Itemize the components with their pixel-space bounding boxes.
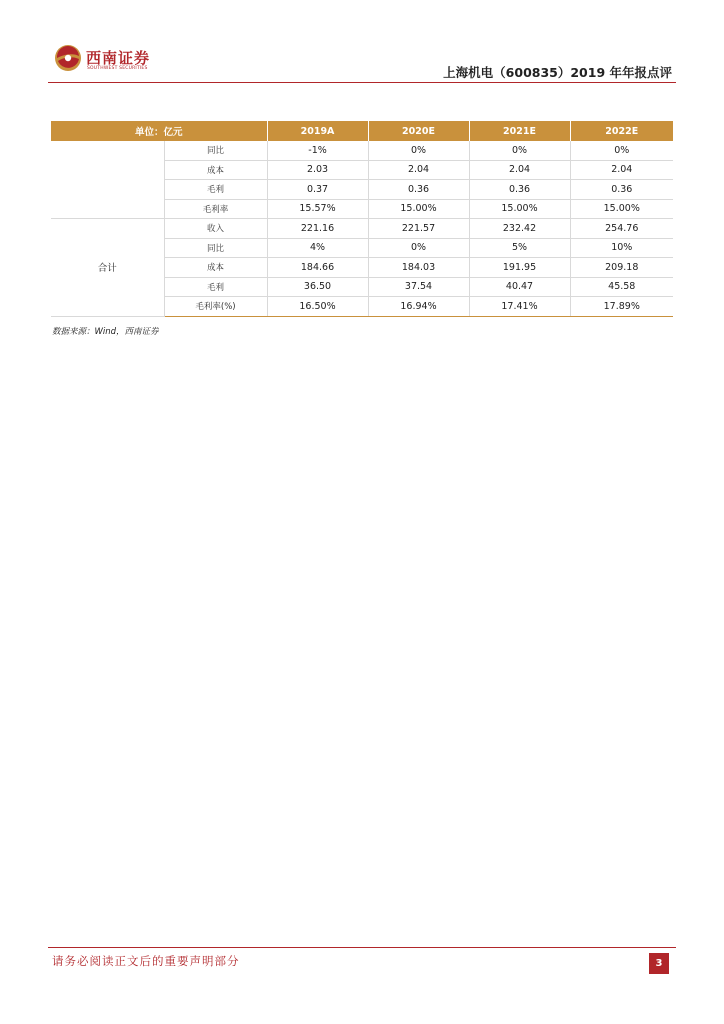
financial-table — [51, 121, 673, 317]
table-cell: 191.95 — [469, 258, 570, 278]
table-cell: 0% — [570, 141, 673, 160]
table-cell: 17.89% — [570, 297, 673, 317]
metric-label: 毛利 — [164, 277, 267, 297]
metric-label: 毛利率(%) — [164, 297, 267, 317]
metric-label: 同比 — [164, 238, 267, 258]
header-divider — [48, 82, 676, 83]
report-title: 上海机电（600835）2019 年年报点评 — [443, 65, 672, 80]
table-cell: 5% — [469, 238, 570, 258]
table-cell: 16.94% — [368, 297, 469, 317]
table-cell: 17.41% — [469, 297, 570, 317]
metric-label: 成本 — [164, 258, 267, 278]
table-cell: 4% — [267, 238, 368, 258]
table-cell: 36.50 — [267, 277, 368, 297]
metric-label: 同比 — [164, 141, 267, 160]
table-cell: 0% — [368, 238, 469, 258]
table-cell: 2.04 — [570, 160, 673, 180]
header-2022e: 2022E — [570, 121, 673, 141]
logo-text-cn: 西南证券 — [86, 49, 151, 67]
table-cell: 184.66 — [267, 258, 368, 278]
table-cell: 0.36 — [469, 180, 570, 200]
table-cell: 209.18 — [570, 258, 673, 278]
table-cell: 0% — [368, 141, 469, 160]
footer-divider — [48, 947, 676, 948]
table-cell: 232.42 — [469, 219, 570, 239]
table-cell: 40.47 — [469, 277, 570, 297]
table-cell: 0.36 — [570, 180, 673, 200]
header-2020e: 2020E — [368, 121, 469, 141]
table-cell: 15.00% — [570, 199, 673, 219]
table-cell: 0.36 — [368, 180, 469, 200]
group-label-total: 合计 — [51, 219, 164, 317]
table-cell: 221.57 — [368, 219, 469, 239]
disclaimer-text: 请务必阅读正文后的重要声明部分 — [52, 954, 240, 968]
metric-label: 成本 — [164, 160, 267, 180]
table-cell: 184.03 — [368, 258, 469, 278]
table-row — [51, 141, 673, 160]
table-row — [51, 219, 673, 239]
metric-label: 毛利 — [164, 180, 267, 200]
table-cell: 0% — [469, 141, 570, 160]
table-cell: 2.04 — [469, 160, 570, 180]
table-cell: 15.00% — [368, 199, 469, 219]
header-2019a: 2019A — [267, 121, 368, 141]
table-cell: 10% — [570, 238, 673, 258]
metric-label: 毛利率 — [164, 199, 267, 219]
group-label — [51, 141, 164, 219]
logo-emblem-icon — [54, 44, 82, 72]
table-cell: 2.04 — [368, 160, 469, 180]
table-cell: 15.57% — [267, 199, 368, 219]
table-cell: 221.16 — [267, 219, 368, 239]
header-unit: 单位：亿元 — [51, 121, 267, 141]
table-cell: 15.00% — [469, 199, 570, 219]
table-cell: 2.03 — [267, 160, 368, 180]
table-cell: 45.58 — [570, 277, 673, 297]
table-cell: 37.54 — [368, 277, 469, 297]
table-header-row — [51, 121, 673, 141]
header-2021e: 2021E — [469, 121, 570, 141]
table-cell: 16.50% — [267, 297, 368, 317]
table-cell: -1% — [267, 141, 368, 160]
logo-text-en: SOUTHWEST SECURITIES — [87, 66, 148, 71]
table-cell: 0.37 — [267, 180, 368, 200]
table-cell: 254.76 — [570, 219, 673, 239]
metric-label: 收入 — [164, 219, 267, 239]
company-logo — [54, 44, 174, 76]
page-number: 3 — [649, 953, 669, 974]
data-source-note: 数据来源：Wind，西南证券 — [52, 327, 159, 337]
